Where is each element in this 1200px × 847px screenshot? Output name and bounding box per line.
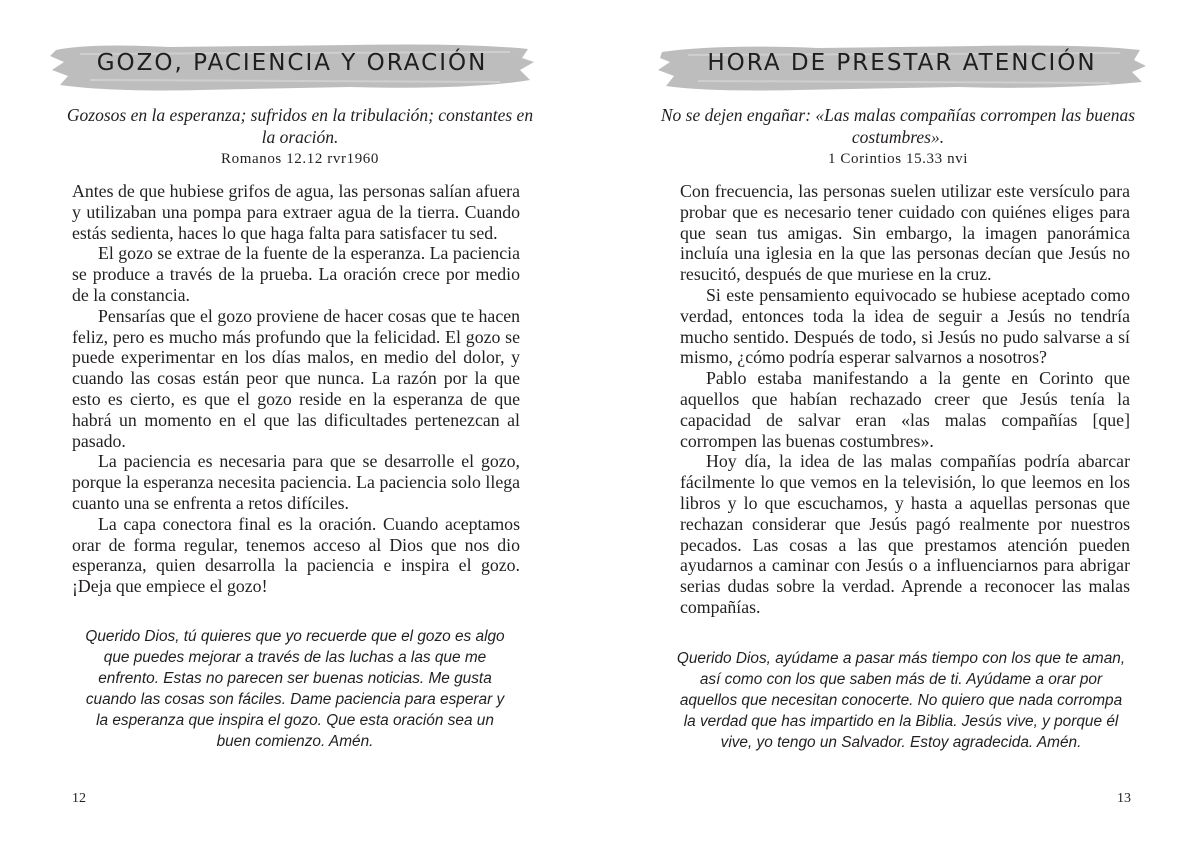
verse-text: No se dejen engañar: «Las malas compañías corrompen las buenas costumbres». bbox=[660, 105, 1136, 147]
verse-reference: 1 Corintios 15.33 nvi bbox=[827, 151, 969, 167]
verse-reference: Romanos 12.12 rvr1960 bbox=[220, 151, 379, 167]
page-number: 13 bbox=[1117, 791, 1131, 806]
prayer-text: Querido Dios, tú quieres que yo recuerde que el gozo es algo que puedes mejorar a través de las luchas a las que me enfrento. Estas no parecen ser buenas noticias. Me gusta cuando las cosas son fáciles. Dame paciencia para esperar y la esperanza que inspira el gozo. Que esta oración sea un buen comienzo. Amén. bbox=[85, 628, 505, 750]
paragraph: Hoy día, la idea de las malas compañías podría abarcar fácilmente lo que vemos en la televisión, lo que leemos en los libros y lo que escuchamos, y hasta a aquellas personas que rechazan considerar que Jesús pagó realmente por nuestros pecados. Las cosas a las que prestamos atención pueden ayudarnos a caminar con Jesús o a influenciarnos para abrigar serias dudas sobre la verdad. Aprende a reconocer las malas compañías. bbox=[680, 451, 1130, 617]
right-page bbox=[600, 0, 1200, 847]
page-title: HORA DE PRESTAR ATENCIÓN bbox=[707, 50, 1097, 76]
paragraph: Pablo estaba manifestando a la gente en Corinto que aquellos que habían rechazado creer que Jesús tenía la capacidad de salvar eran «las malas compañías [que] corrompen las buenas costumbres». bbox=[680, 368, 1130, 451]
verse-block bbox=[60, 104, 540, 170]
page-number: 12 bbox=[72, 791, 86, 806]
prayer-text: Querido Dios, ayúdame a pasar más tiempo con los que te aman, así como con los que saben más de ti. Ayúdame a orar por aquellos que necesitan conocerte. No quiero que nada corrompa la verdad que has impartido en la Biblia. Jesús vive, y porque él vive, yo tengo un Salvador. Estoy agradecida. Amén. bbox=[676, 650, 1126, 751]
paragraph: La capa conectora final es la oración. Cuando aceptamos orar de forma regular, tenemos acceso al Dios que nos dio esperanza, quien desarrolla la paciencia e inspira el gozo. ¡Deja que empiece el gozo! bbox=[72, 513, 520, 597]
paragraph: Con frecuencia, las personas suelen utilizar este versículo para probar que es necesario tener cuidado con quiénes eliges para que sean tus amigas. Sin embargo, la imagen panorámica incluía una iglesia en la que las personas decían que Jesús no resucitó, después de que muriese en la cruz. bbox=[680, 181, 1130, 285]
body-text bbox=[680, 181, 1130, 618]
body-text bbox=[72, 181, 520, 597]
title-banner bbox=[658, 40, 1146, 94]
paragraph: El gozo se extrae de la fuente de la esperanza. La paciencia se produce a través de la prueba. La oración crece por medio de la constancia. bbox=[72, 243, 520, 305]
title-banner bbox=[50, 40, 534, 94]
verse-block bbox=[658, 104, 1138, 170]
page-title: GOZO, PACIENCIA Y ORACIÓN bbox=[96, 50, 488, 76]
verse-text: Gozosos en la esperanza; sufridos en la tribulación; constantes en la oración. bbox=[66, 105, 534, 147]
paragraph: La paciencia es necesaria para que se desarrolle el gozo, porque la esperanza necesita paciencia. La paciencia solo llega cuanto una se enfrenta a retos difíciles. bbox=[72, 451, 520, 513]
paragraph: Pensarías que el gozo proviene de hacer cosas que te hacen feliz, pero es mucho más profundo que la felicidad. El gozo se puede experimentar en los días malos, en medio del dolor, y cuando las cosas están peor que nunca. La razón por la que esto es cierto, es que el gozo reside en la esperanza de que habrá un momento en el que las dificultades pertenezcan al pasado. bbox=[72, 305, 520, 451]
paragraph: Si este pensamiento equivocado se hubiese aceptado como verdad, entonces toda la idea de seguir a Jesús no tendría mucho sentido. Después de todo, si Jesús no pudo salvarse a sí mismo, ¿cómo podría esperar salvarnos a nosotros? bbox=[680, 284, 1130, 368]
paragraph: Antes de que hubiese grifos de agua, las personas salían afuera y utilizaban una pompa para extraer agua de la tierra. Cuando estás sedienta, haces lo que haga falta para satisfacer tu sed. bbox=[72, 181, 520, 243]
